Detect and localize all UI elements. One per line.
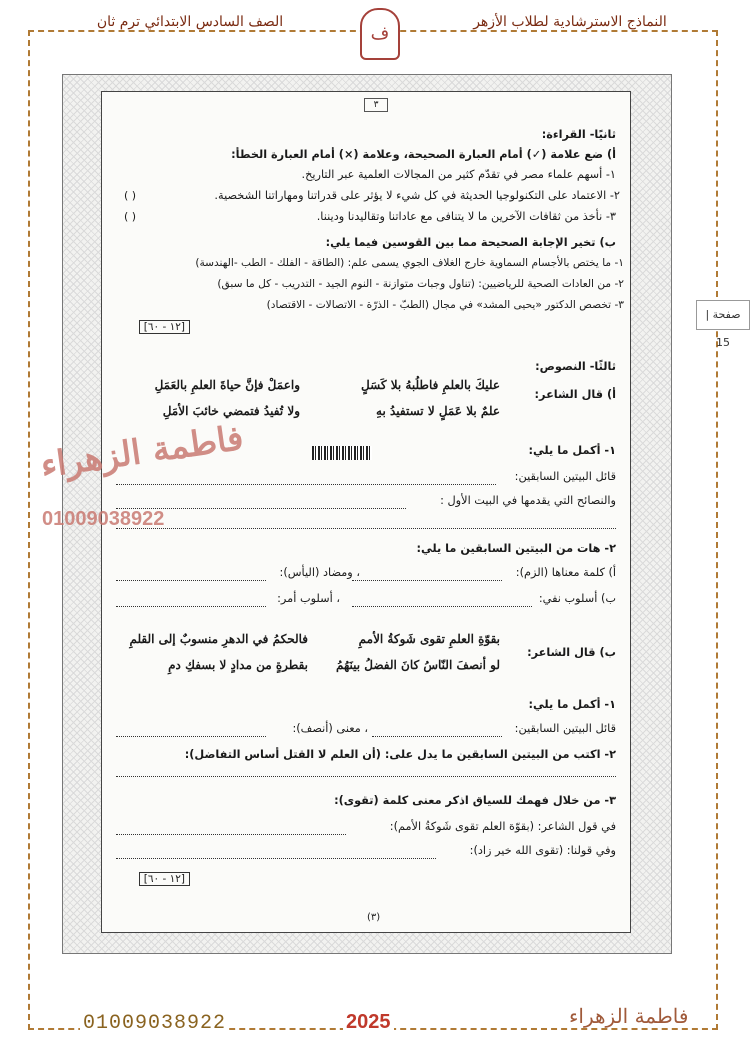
- texts-score: [١٢ - ٦٠]: [139, 872, 190, 886]
- poem-a-label: أ) قال الشاعر:: [534, 388, 616, 401]
- poem-b-line-2-left: بقطرةٍ من مدادٍ لا بسفكِ دمِ: [168, 658, 308, 672]
- watermark-phone: 01009038922: [42, 508, 165, 530]
- exam-sheet-inner: [101, 91, 631, 933]
- answer-line[interactable]: [116, 528, 616, 529]
- poem-b-label: ب) قال الشاعر:: [527, 646, 616, 659]
- footer-phone: 01009038922: [80, 1012, 229, 1035]
- barcode-icon: [312, 446, 372, 460]
- reading-question-b: ب) تخير الإجابة الصحيحة مما بين القوسين فيما يلي:: [325, 236, 616, 249]
- a-q2-b: ب) أسلوب نفي:: [538, 592, 616, 605]
- answer-line[interactable]: [352, 606, 532, 607]
- reading-score: [١٢ - ٦٠]: [139, 320, 190, 334]
- header-series-title: النماذج الاسترشادية لطلاب الأزهر: [473, 14, 667, 30]
- reading-question-a: أ) ضع علامة (✓) أمام العبارة الصحيحة، وعلامة (×) أمام العبارة الخطأ:: [231, 148, 616, 161]
- statement-3: ٣- نأخذ من ثقافات الآخرين ما لا يتنافى مع عاداتنا وتقاليدنا وديننا.: [316, 210, 616, 223]
- a-q2-a2: ، ومضاد (اليأس):: [279, 566, 360, 579]
- poem-b-line-1-left: فالحكمُ في الدهرِ منسوبٌ إلى القلمِ: [129, 632, 308, 646]
- b-q3: ٣- من خلال فهمك للسياق اذكر معنى كلمة (تقوى):: [334, 794, 616, 807]
- poem-b-line-1-right: بقوّةِ العلمِ تقوى شَوكةُ الأممِ: [358, 632, 500, 646]
- answer-line[interactable]: [372, 736, 502, 737]
- answer-paren-2[interactable]: ( ): [124, 189, 137, 202]
- sheet-page-number: (٣): [367, 912, 381, 923]
- a-q2-b2: ، أسلوب أمر:: [277, 592, 340, 605]
- a-q1-line-2: والنصائح التي يقدمها في البيت الأول :: [440, 494, 616, 507]
- answer-line[interactable]: [352, 580, 502, 581]
- page-tag: صفحة | 15: [696, 300, 750, 330]
- a-q2-title: ٢- هات من البيتين السابقين ما يلي:: [416, 542, 616, 555]
- a-q2-a: أ) كلمة معناها (الزم):: [515, 566, 616, 579]
- choice-1: ١- ما يختص بالأجسام السماوية خارج الغلاف الجوي يسمى علم: (الطاقة - الفلك - الطب -الهندسة): [195, 257, 624, 269]
- answer-line[interactable]: [116, 606, 266, 607]
- choice-2: ٢- من العادات الصحية للرياضيين: (تناول وجبات متوازنة - النوم الجيد - التدريب - كل ما سبق): [217, 278, 624, 290]
- poem-a-line-1-right: عليكَ بالعلمِ فاطلُبهُ بلا كَسَلٍ: [361, 378, 500, 392]
- sheet-top-number: ٣: [364, 98, 388, 112]
- answer-line[interactable]: [116, 776, 616, 777]
- a-q1-title: ١- أكمل ما يلي:: [528, 444, 616, 457]
- answer-line[interactable]: [116, 736, 266, 737]
- answer-line[interactable]: [116, 858, 436, 859]
- brand-logo: ف: [360, 8, 400, 60]
- answer-line[interactable]: [116, 484, 496, 485]
- statement-2: ٢- الاعتماد على التكنولوجيا الحديثة في كل شيء لا يؤثر على قدراتنا ومهاراتنا الشخصية.: [214, 189, 620, 202]
- choice-3: ٣- تخصص الدكتور «يحيى المشد» في مجال (الطبّ - الذرّة - الاتصالات - الاقتصاد): [266, 299, 624, 311]
- b-q1-title: ١- أكمل ما يلي:: [528, 698, 616, 711]
- poem-a-line-1-left: واعمَلْ فإنَّ حياةَ العلمِ بالعَمَلِ: [154, 378, 300, 392]
- footer-year: 2025: [343, 1011, 394, 1034]
- b-q1-line-1b: ، معنى (أنصف):: [292, 722, 368, 735]
- b-q2: ٢- اكتب من البيتين السابقين ما يدل على: (أن العلم لا القتل أساس التفاضل):: [184, 748, 616, 761]
- header-grade-title: الصف السادس الابتدائي ترم ثان: [96, 14, 284, 30]
- answer-line[interactable]: [116, 580, 266, 581]
- poem-a-line-2-right: علمٌ بلا عَمَلٍ لا تستفيدُ بهِ: [376, 404, 500, 418]
- b-q1-line-1: قائل البيتين السابقين:: [514, 722, 616, 735]
- answer-paren-3[interactable]: ( ): [124, 210, 137, 223]
- b-q3-line-1: في قول الشاعر: (بقوّة العلم تقوى شَوكةُ الأمم):: [389, 820, 616, 833]
- texts-title: ثالثًا- النصوص:: [535, 360, 616, 373]
- b-q3-line-2: وفي قولنا: (تقوى الله خير زاد):: [469, 844, 616, 857]
- statement-1: ١- أسهم علماء مصر في تقدّم كثير من المجالات العلمية عبر التاريخ.: [301, 168, 616, 181]
- a-q1-line-1: قائل البيتين السابقين:: [514, 470, 616, 483]
- watermark-logo: فاطمة الزهراء: [38, 417, 246, 487]
- footer-logo: فاطمة الزهراء: [566, 1004, 691, 1028]
- poem-a-line-2-left: ولا تُفيدُ فتمضي خائبَ الأمَلِ: [162, 404, 300, 418]
- answer-line[interactable]: [116, 834, 346, 835]
- poem-b-line-2-right: لو أنصفَ النّاسُ كانَ الفضلُ بينَهُمُ: [336, 658, 500, 672]
- reading-title: ثانيًا- القراءة:: [541, 128, 616, 141]
